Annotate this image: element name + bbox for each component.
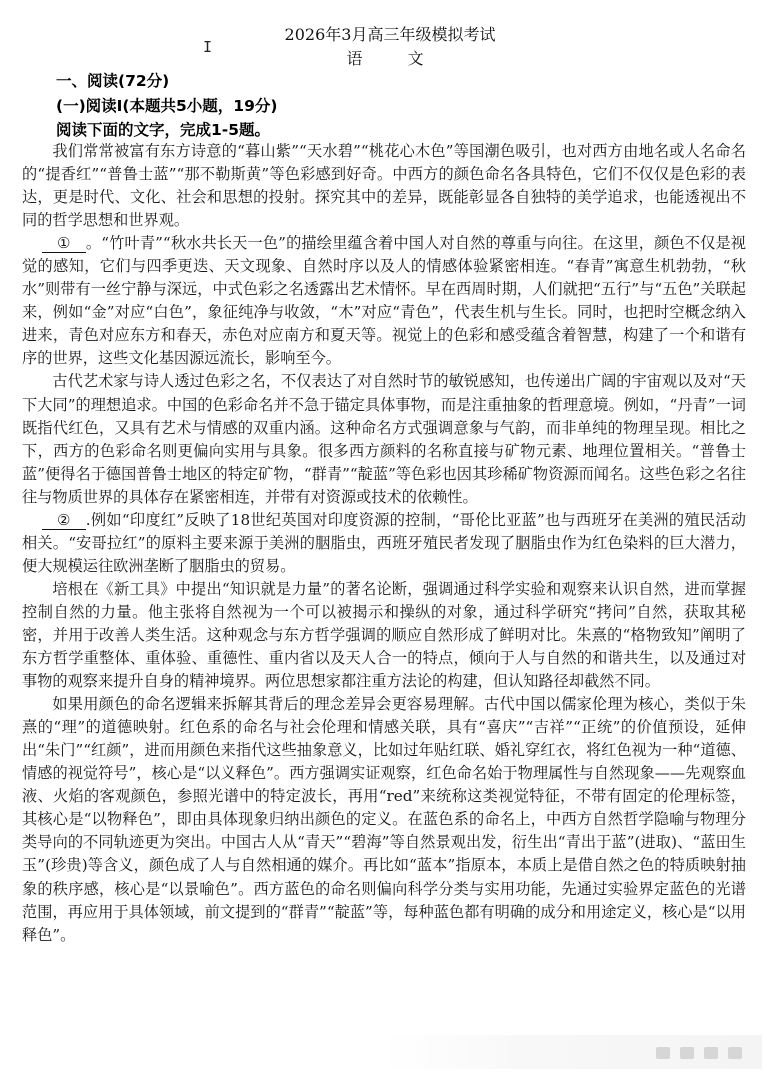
fill-blank-2: ② bbox=[42, 511, 86, 530]
paragraph-text: 如果用颜色的命名逻辑来拆解其背后的理念差异会更容易理解。古代中国以儒家伦理为核心，类似于朱熹的“理”的道德映射。红色系的命名与社会伦理和情感关联，具有“喜庆”“吉祥”“正统”的价值预设，延伸出“朱门”“红颜”，进而用颜色来指代这些抽象意义，比如过年贴红联、婚礼穿红衣，将红色视为一种“道德、情感的视觉符号”，核心是“以义释色”。西方强调实证观察，红色命名始于物理属性与自然现象——先观察血液、火焰的客观颜色，参照光谱中的特定波长，再用“red”来统称这类视觉特征，不带有固定的伦理标签，其核心是“以物释色”，即由具体现象归纳出颜色的定义。在蓝色系的命名上，中西方自然哲学隐喻与物理分类导向的不同轨迹更为突出。中国古人从“青天”“碧海”等自然景观出发，衍生出“青出于蓝”(进取)、“蓝田生玉”(珍贵)等含义，颜色成了人与自然相通的媒介。再比如“蓝本”指原本，本质上是借自然之色的特质映射抽象的秩序感，核心是“以景喻色”。西方蓝色的命名则偏向科学分类与实用功能，先通过实验界定蓝色的光谱范围，再应用于具体领域，前文提到的“群青”“靛蓝”等，每种蓝色都有明确的成分和用途定义，核心是“以用释色”。 bbox=[22, 695, 746, 944]
paragraph-text: .例如“印度红”反映了18世纪英国对印度资源的控制，“哥伦比亚蓝”也与西班牙在美洲的殖民活动相关。“安哥拉红”的原料主要来源于美洲的胭脂虫，西班牙殖民者发现了胭脂虫作为红色染料的巨大潜力，便大规模运往欧洲垄断了胭脂虫的贸易。 bbox=[22, 510, 746, 575]
article-paragraph bbox=[22, 509, 746, 578]
article-paragraph bbox=[22, 693, 746, 947]
article-paragraph bbox=[22, 370, 746, 508]
part-heading: 一、阅读(72分) bbox=[56, 72, 170, 90]
instruction-heading: 阅读下面的文字，完成1-5题。 bbox=[56, 121, 271, 139]
text-cursor-icon: I bbox=[203, 38, 213, 56]
watermark-mark bbox=[680, 1047, 694, 1059]
watermark-overlay bbox=[382, 1035, 762, 1069]
exam-title: 2026年3月高三年级模拟考试 bbox=[284, 25, 496, 44]
article-paragraph bbox=[22, 140, 746, 232]
article-body bbox=[22, 140, 746, 947]
paragraph-text: 我们常常被富有东方诗意的“暮山紫”“天水碧”“桃花心木色”等国潮色吸引，也对西方由地名或人名命名的“提香红”“普鲁士蓝”“那不勒斯黄”等色彩感到好奇。中西方的颜色命名各具特色，它们不仅仅是色彩的表达，更是时代、文化、社会和思想的投射。探究其中的差异，既能彰显各自独特的美学追求，也能透视出不同的哲学思想和世界观。 bbox=[22, 142, 746, 230]
subject-title: 语 文 bbox=[346, 49, 444, 68]
article-paragraph bbox=[22, 578, 746, 693]
paragraph-text: 古代艺术家与诗人透过色彩之名，不仅表达了对自然时节的敏锐感知，也传递出广阔的宇宙观以及对“天下大同”的理想追求。中国的色彩命名并不急于锚定具体事物，而是注重抽象的哲理意境。例如，“丹青”一词既指代红色，又具有艺术与情感的双重内涵。这种命名方式强调意象与气韵，而非单纯的物理呈现。相比之下，西方的色彩命名则更偏向实用与具象。很多西方颜料的名称直接与矿物元素、地理位置相关。“普鲁士蓝”便得名于德国普鲁士地区的特定矿物，“群青”“靛蓝”等色彩也因其珍稀矿物资源而闻名。这些色彩之名往往与物质世界的具体存在紧密相连，并带有对资源或技术的依赖性。 bbox=[22, 372, 746, 506]
watermark-mark bbox=[728, 1047, 742, 1059]
watermark-mark bbox=[656, 1047, 670, 1059]
fill-blank-1: ① bbox=[42, 234, 86, 253]
paragraph-text: 。“竹叶青”“秋水共长天一色”的描绘里蕴含着中国人对自然的尊重与向往。在这里，颜色不仅是视觉的感知，它们与四季更迭、天文现象、自然时序以及人的情感体验紧密相连。“春青”寓意生机勃勃，“秋水”则带有一丝宁静与深远，中式色彩之名透露出艺术情怀。早在西周时期，人们就把“五行”与“五色”关联起来，例如“金”对应“白色”，象征纯净与收敛，“木”对应“青色”，代表生机与生长。同时，也把时空概念纳入进来，青色对应东方和春天，赤色对应南方和夏天等。视觉上的色彩和感受蕴含着智慧，构建了一个和谐有序的世界，这些文化基因源远流长，影响至今。 bbox=[22, 234, 746, 368]
subpart-heading: (一)阅读I(本题共5小题，19分) bbox=[56, 97, 278, 115]
watermark-mark bbox=[704, 1047, 718, 1059]
paragraph-text: 培根在《新工具》中提出“知识就是力量”的著名论断，强调通过科学实验和观察来认识自然，进而掌握控制自然的力量。他主张将自然视为一个可以被揭示和操纵的对象，通过科学研究“拷问”自然，获取其秘密，并用于改善人类生活。这种观念与东方哲学强调的顺应自然形成了鲜明对比。朱熹的“格物致知”阐明了东方哲学重整体、重体验、重德性、重内省以及天人合一的特点，倾向于人与自然的和谐共生，以及通过对事物的观察来提升自身的精神境界。两位思想家都注重方法论的构建，但认知路径却截然不同。 bbox=[22, 579, 746, 691]
article-paragraph bbox=[22, 232, 746, 370]
